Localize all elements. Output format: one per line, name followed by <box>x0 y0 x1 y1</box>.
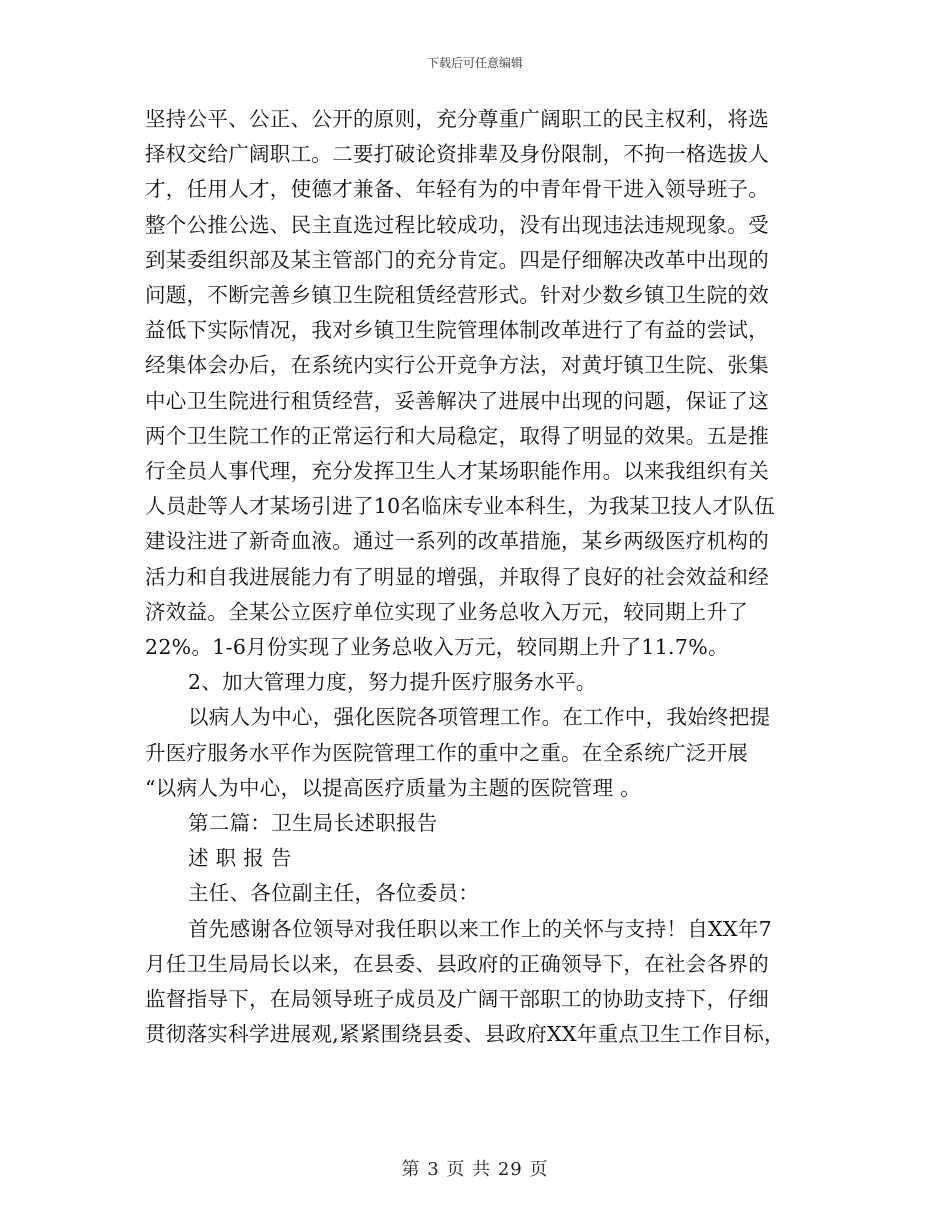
text-line: 活力和自我进展能力有了明显的增强，并取得了良好的社会效益和经 <box>145 564 769 589</box>
report-title: 述 职 报 告 <box>188 846 292 871</box>
text-line: 以病人为中心，强化医院各项管理工作。在工作中，我始终把提 <box>188 705 771 730</box>
text-line: 两个卫生院工作的正常运行和大局稳定，取得了明显的效果。五是推 <box>145 423 769 448</box>
section-heading: 2、加大管理力度，努力提升医疗服务水平。 <box>188 670 597 695</box>
document-body <box>145 102 810 1052</box>
page-number: 第 3 页 共 29 页 <box>401 1159 549 1180</box>
text-line: 月任卫生局局长以来，在县委、县政府的正确领导下，在社会各界的 <box>145 951 769 976</box>
text-line: “以病人为中心，以提高医疗质量为主题的医院管理 。 <box>145 775 641 800</box>
text-line: 建设注进了新奇血液。通过一系列的改革措施，某乡两级医疗机构的 <box>145 529 769 554</box>
text-line: 济效益。全某公立医疗单位实现了业务总收入万元，较同期上升了 <box>145 599 749 624</box>
chapter-title: 第二篇：卫生局长述职报告 <box>188 811 438 836</box>
text-line: 经集体会办后，在系统内实行公开竞争方法，对黄圩镇卫生院、张集 <box>145 353 769 378</box>
page-header: 下载后可任意编辑 <box>426 56 523 70</box>
text-line: 22%。1-6月份实现了业务总收入万元，较同期上升了11.7%。 <box>145 635 729 660</box>
salutation: 主任、各位副主任，各位委员： <box>188 881 480 906</box>
text-line: 坚持公平、公正、公开的原则，充分尊重广阔职工的民主权利，将选 <box>145 107 769 131</box>
text-line: 人员赴等人才某场引进了10名临床专业本科生，为我某卫技人才队伍 <box>145 494 775 519</box>
text-line: 整个公推公选、民主直选过程比较成功，没有出现违法违规现象。受 <box>145 212 769 237</box>
text-line: 才，任用人才，使德才兼备、年轻有为的中青年骨干进入领导班子。 <box>145 177 769 202</box>
text-line: 监督指导下，在局领导班子成员及广阔干部职工的协助支持下，仔细 <box>145 987 769 1012</box>
text-line: 择权交给广阔职工。二要打破论资排辈及身份限制，不拘一格选拔人 <box>145 142 769 167</box>
text-line: 贯彻落实科学进展观,紧紧围绕县委、县政府XX年重点卫生工作目标， <box>145 1022 785 1047</box>
text-line: 升医疗服务水平作为医院管理工作的重中之重。在全系统广泛开展 <box>145 740 749 765</box>
text-line: 到某委组织部及某主管部门的充分肯定。四是仔细解决改革中出现的 <box>145 247 769 272</box>
text-line: 益低下实际情况，我对乡镇卫生院管理体制改革进行了有益的尝试， <box>145 318 769 343</box>
text-line: 问题，不断完善乡镇卫生院租赁经营形式。针对少数乡镇卫生院的效 <box>145 283 769 308</box>
text-line: 中心卫生院进行租赁经营，妥善解决了进展中出现的问题，保证了这 <box>145 388 769 413</box>
text-line: 首先感谢各位领导对我任职以来工作上的关怀与支持！自XX年7 <box>188 916 772 941</box>
text-line: 行全员人事代理，充分发挥卫生人才某场职能作用。以来我组织有关 <box>145 459 769 484</box>
